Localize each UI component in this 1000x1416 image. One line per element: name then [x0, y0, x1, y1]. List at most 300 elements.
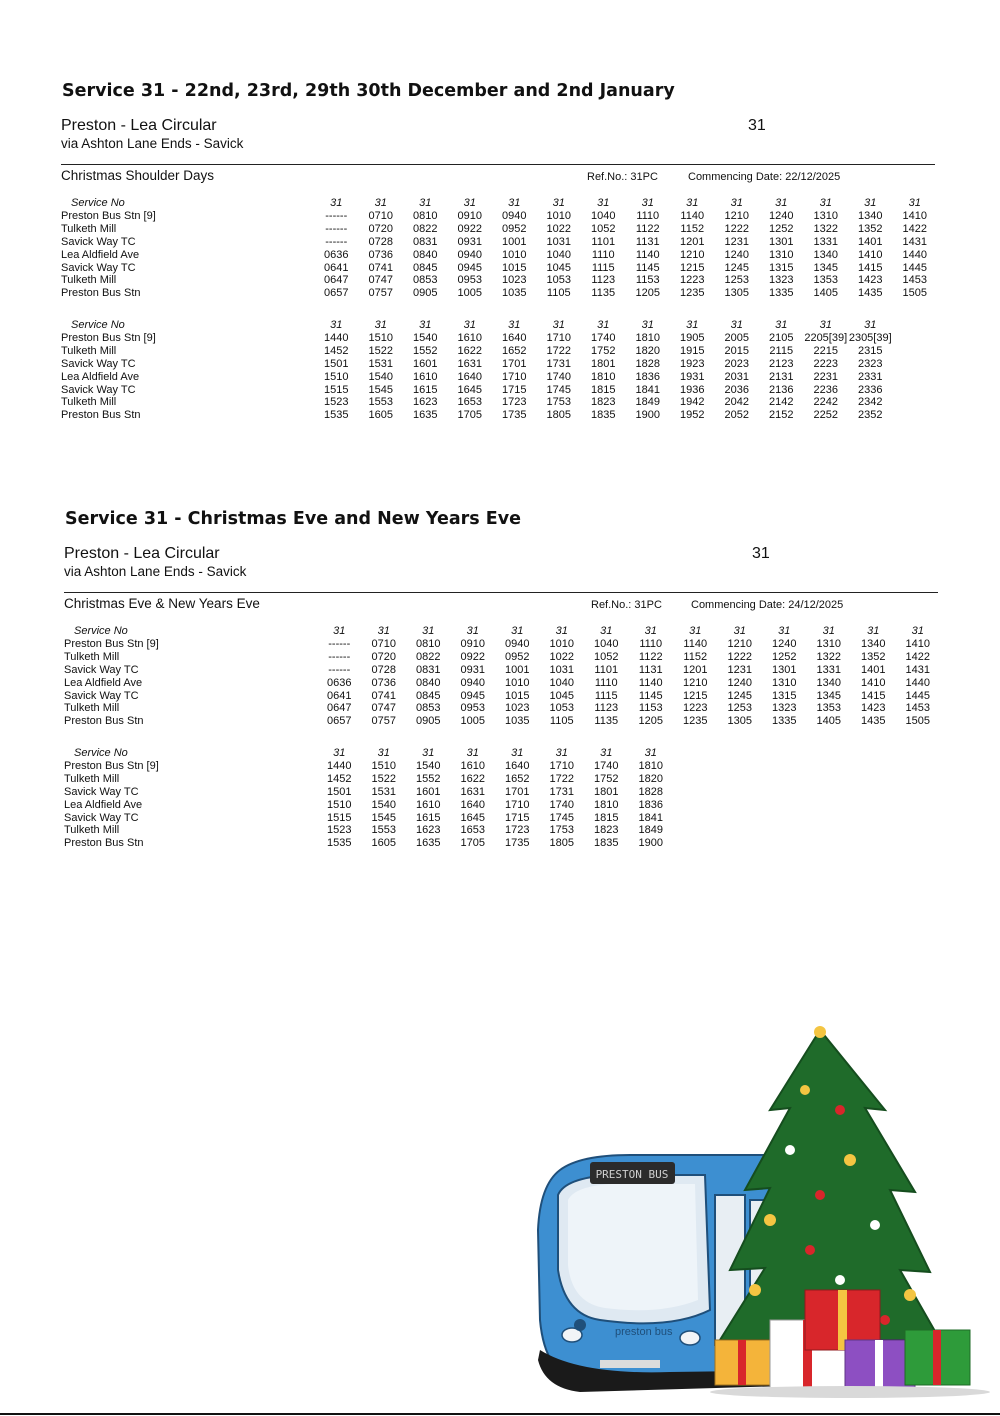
service-number-cell: 31: [600, 625, 613, 637]
timetable-row: [64, 677, 940, 690]
departure-time: 1245: [724, 261, 749, 274]
departure-time: 1610: [413, 370, 438, 383]
departure-time: 1849: [635, 396, 660, 409]
service-number-cell: 31: [511, 625, 524, 637]
departure-time: 2115: [769, 344, 794, 357]
bus-logo: preston bus: [615, 1326, 673, 1338]
departure-time: 1735: [505, 837, 530, 850]
timetable-row: [61, 249, 937, 262]
departure-time: 0905: [413, 287, 438, 300]
service-number-cell: 31: [555, 625, 568, 637]
departure-time: 1131: [638, 663, 663, 676]
timetable-row: [61, 396, 893, 409]
departure-time: 1345: [813, 261, 838, 274]
departure-time: 1810: [638, 759, 663, 772]
departure-time: 0647: [327, 702, 352, 715]
timetable-row: [61, 332, 893, 345]
departure-time: 1122: [635, 222, 660, 235]
departure-time: 1140: [680, 209, 705, 222]
departure-time: ------: [325, 209, 348, 222]
departure-time: 1153: [635, 274, 660, 287]
service-number-cell: 31: [644, 747, 657, 759]
departure-time: 2223: [813, 357, 838, 370]
service-number-cell: 31: [864, 319, 877, 331]
departure-time: 1210: [680, 248, 705, 261]
departure-time: 1435: [861, 715, 886, 728]
departure-time: 1501: [324, 357, 349, 370]
departure-time: 1553: [368, 396, 393, 409]
departure-time: 1123: [594, 702, 619, 715]
departure-time: 2005: [724, 331, 749, 344]
departure-time: 1820: [638, 772, 663, 785]
departure-time: 1710: [546, 331, 571, 344]
departure-time: 1815: [591, 383, 616, 396]
departure-time: 0940: [457, 248, 482, 261]
timetable-row: [61, 223, 937, 236]
departure-time: 1823: [594, 824, 619, 837]
service-number-cell: 31: [600, 747, 613, 759]
departure-time: 0922: [457, 222, 482, 235]
departure-time: 1715: [505, 811, 530, 824]
departure-time: 1836: [638, 798, 663, 811]
departure-time: 2052: [724, 409, 749, 422]
departure-time: 1923: [680, 357, 705, 370]
departure-time: 1610: [416, 798, 441, 811]
departure-time: 1445: [902, 261, 927, 274]
departure-time: 1652: [505, 772, 530, 785]
departure-time: 1622: [460, 772, 485, 785]
departure-time: ------: [328, 637, 351, 650]
departure-time: ------: [325, 235, 348, 248]
departure-time: 2336: [858, 383, 883, 396]
departure-time: 1040: [546, 248, 571, 261]
departure-time: 0720: [371, 650, 396, 663]
departure-time: 1010: [549, 637, 574, 650]
departure-time: 1040: [549, 676, 574, 689]
timetable-row: [64, 786, 673, 799]
section-title: Service 31 - Christmas Eve and New Years Eve: [65, 509, 522, 529]
departure-time: 1652: [502, 344, 527, 357]
stop-name: Savick Way TC: [64, 689, 139, 702]
departure-time: 1152: [680, 222, 705, 235]
departure-time: 1440: [905, 676, 930, 689]
service-number-cell: 31: [466, 747, 479, 759]
departure-time: 1701: [505, 785, 530, 798]
departure-time: 1740: [594, 759, 619, 772]
departure-time: 1610: [457, 331, 482, 344]
departure-time: 1540: [371, 798, 396, 811]
departure-time: 1820: [635, 344, 660, 357]
departure-time: 0940: [505, 637, 530, 650]
departure-time: 1610: [460, 759, 485, 772]
departure-time: 1345: [816, 689, 841, 702]
departure-time: 1936: [680, 383, 705, 396]
departure-time: 1740: [549, 798, 574, 811]
departure-time: 1023: [505, 702, 530, 715]
divider: [61, 164, 935, 165]
departure-time: 1553: [371, 824, 396, 837]
departure-time: 1010: [505, 676, 530, 689]
departure-time: 1540: [368, 370, 393, 383]
service-number-cell: 31: [644, 625, 657, 637]
departure-time: 1805: [549, 837, 574, 850]
departure-time: 0822: [413, 222, 438, 235]
departure-time: 1252: [769, 222, 794, 235]
departure-time: 1310: [816, 637, 841, 650]
service-number-cell: 31: [641, 197, 654, 209]
stop-name: Preston Bus Stn: [61, 409, 141, 422]
service-number-cell: 31: [330, 319, 343, 331]
departure-time: 0641: [324, 261, 349, 274]
departure-time: 0952: [502, 222, 527, 235]
timetable-row: [64, 760, 673, 773]
departure-time: 2015: [724, 344, 749, 357]
departure-time: 1722: [546, 344, 571, 357]
timetable-row: [61, 409, 893, 422]
departure-time: 1223: [680, 274, 705, 287]
departure-time: 1301: [769, 235, 794, 248]
departure-time: 1323: [772, 702, 797, 715]
departure-time: 0810: [416, 637, 441, 650]
departure-time: 1841: [638, 811, 663, 824]
stop-name: Savick Way TC: [61, 261, 136, 274]
stop-name: Savick Way TC: [61, 383, 136, 396]
divider: [64, 592, 938, 593]
departure-time: 1510: [324, 370, 349, 383]
departure-time: 1253: [727, 702, 752, 715]
departure-time: 1353: [816, 702, 841, 715]
departure-time: 0840: [413, 248, 438, 261]
departure-time: 2331: [858, 370, 883, 383]
departure-time: 1110: [636, 209, 660, 222]
service-number-cell: 31: [867, 625, 880, 637]
departure-time: 1301: [772, 663, 797, 676]
service-number-row: [64, 747, 673, 760]
service-number-cell: 31: [419, 319, 432, 331]
service-number-cell: 31: [730, 197, 743, 209]
service-number-cell: 31: [330, 197, 343, 209]
timetable-row: [64, 715, 940, 728]
departure-time: 1110: [591, 248, 615, 261]
service-no-label: Service No: [74, 747, 128, 759]
timetable-block: [61, 197, 937, 300]
departure-time: 1052: [591, 222, 616, 235]
departure-time: 2205[39]: [804, 331, 848, 344]
departure-time: 1623: [413, 396, 438, 409]
departure-time: 1305: [724, 287, 749, 300]
timetable-row: [64, 773, 673, 786]
stop-name: Preston Bus Stn: [64, 837, 144, 850]
commencing-date: Commencing Date: 22/12/2025: [688, 171, 841, 183]
reference-number: Ref.No.: 31PC: [591, 599, 662, 611]
departure-time: 1705: [460, 837, 485, 850]
departure-time: 1210: [727, 637, 752, 650]
departure-time: 1352: [858, 222, 883, 235]
departure-time: 1315: [769, 261, 794, 274]
departure-time: 1631: [460, 785, 485, 798]
departure-time: 1510: [368, 331, 393, 344]
departure-time: 0747: [371, 702, 396, 715]
timetable-row: [61, 384, 893, 397]
departure-time: 1423: [861, 702, 886, 715]
departure-time: 1631: [457, 357, 482, 370]
departure-time: 1153: [638, 702, 663, 715]
departure-time: 1841: [635, 383, 660, 396]
departure-time: 1101: [594, 663, 619, 676]
departure-time: 1531: [368, 357, 393, 370]
departure-time: 1223: [683, 702, 708, 715]
departure-time: 1240: [769, 209, 794, 222]
departure-time: 2352: [858, 409, 883, 422]
stop-name: Savick Way TC: [61, 235, 136, 248]
departure-time: 2315: [858, 344, 883, 357]
service-number-cell: 31: [422, 625, 435, 637]
service-no-label: Service No: [71, 197, 125, 209]
departure-time: 1240: [727, 676, 752, 689]
departure-time: 2031: [724, 370, 749, 383]
departure-time: 0953: [460, 702, 485, 715]
departure-time: 1801: [591, 357, 616, 370]
departure-time: 1415: [858, 261, 883, 274]
departure-time: 0905: [416, 715, 441, 728]
service-number-cell: 31: [377, 625, 390, 637]
departure-time: 1335: [769, 287, 794, 300]
departure-time: 1431: [902, 235, 927, 248]
departure-time: 1823: [591, 396, 616, 409]
timetable-row: [61, 371, 893, 384]
departure-time: 1900: [638, 837, 663, 850]
departure-time: 1653: [460, 824, 485, 837]
departure-time: 1523: [324, 396, 349, 409]
service-number-cell: 31: [597, 319, 610, 331]
service-number-cell: 31: [864, 197, 877, 209]
service-no-label: Service No: [71, 319, 125, 331]
bottom-divider: [0, 1413, 1000, 1415]
departure-time: 1022: [549, 650, 574, 663]
departure-time: 1415: [861, 689, 886, 702]
day-type: Christmas Shoulder Days: [61, 168, 215, 183]
departure-time: 1815: [594, 811, 619, 824]
departure-time: 1440: [327, 759, 352, 772]
departure-time: 1422: [905, 650, 930, 663]
timetable-row: [64, 690, 940, 703]
departure-time: 1645: [460, 811, 485, 824]
service-number-cell: 31: [422, 747, 435, 759]
commencing-date: Commencing Date: 24/12/2025: [691, 599, 844, 611]
departure-time: 1131: [635, 235, 660, 248]
departure-time: 1440: [902, 248, 927, 261]
timetable-row: [64, 651, 940, 664]
timetable-row: [61, 236, 937, 249]
departure-time: 1322: [813, 222, 838, 235]
departure-time: 1340: [813, 248, 838, 261]
service-number-cell: 31: [689, 625, 702, 637]
departure-time: 0840: [416, 676, 441, 689]
route-name: Preston - Lea Circular: [64, 545, 220, 562]
departure-time: 0710: [371, 637, 396, 650]
departure-time: 1305: [727, 715, 752, 728]
departure-time: 1705: [457, 409, 482, 422]
departure-time: 0757: [371, 715, 396, 728]
departure-time: 0810: [413, 209, 438, 222]
departure-time: 1753: [549, 824, 574, 837]
service-number: 31: [748, 117, 766, 134]
day-type: Christmas Eve & New Years Eve: [64, 596, 260, 611]
departure-time: 0741: [371, 689, 396, 702]
stop-name: Lea Aldfield Ave: [64, 676, 143, 689]
departure-time: 0736: [371, 676, 396, 689]
stop-name: Preston Bus Stn [9]: [61, 209, 156, 222]
departure-time: 1053: [546, 274, 571, 287]
reference-number: Ref.No.: 31PC: [587, 171, 658, 183]
departure-time: 1522: [368, 344, 393, 357]
departure-time: 1201: [680, 235, 705, 248]
departure-time: 1623: [416, 824, 441, 837]
departure-time: 1252: [772, 650, 797, 663]
departure-time: 0641: [327, 689, 352, 702]
departure-time: 1410: [905, 637, 930, 650]
departure-time: 1740: [591, 331, 616, 344]
departure-time: 1110: [639, 637, 663, 650]
stop-name: Lea Aldfield Ave: [61, 248, 140, 261]
departure-time: 1723: [505, 824, 530, 837]
departure-time: 1010: [502, 248, 527, 261]
departure-time: ------: [328, 650, 351, 663]
service-number-cell: 31: [778, 625, 791, 637]
departure-time: 1052: [594, 650, 619, 663]
departure-time: 1431: [905, 663, 930, 676]
departure-time: 2342: [858, 396, 883, 409]
stop-name: Tulketh Mill: [64, 824, 120, 837]
departure-time: 1310: [769, 248, 794, 261]
departure-time: 1931: [680, 370, 705, 383]
service-number-row: [64, 625, 940, 638]
timetable-row: [61, 345, 893, 358]
departure-time: 1001: [505, 663, 530, 676]
stop-name: Preston Bus Stn: [64, 715, 144, 728]
departure-time: 0636: [324, 248, 349, 261]
departure-time: 1900: [635, 409, 660, 422]
departure-time: 1722: [549, 772, 574, 785]
departure-time: 0922: [460, 650, 485, 663]
departure-time: 1915: [680, 344, 705, 357]
departure-time: 1453: [902, 274, 927, 287]
departure-time: 1805: [546, 409, 571, 422]
departure-time: 1753: [546, 396, 571, 409]
section-title: Service 31 - 22nd, 23rd, 29th 30th December and 2nd January: [62, 81, 675, 101]
departure-time: 1222: [727, 650, 752, 663]
departure-time: 1101: [591, 235, 616, 248]
departure-time: 1515: [327, 811, 352, 824]
departure-time: 1531: [371, 785, 396, 798]
departure-time: 0845: [413, 261, 438, 274]
departure-time: 1422: [902, 222, 927, 235]
departure-time: 1905: [680, 331, 705, 344]
departure-time: 1105: [546, 287, 571, 300]
departure-time: 1010: [546, 209, 571, 222]
timetable-row: [61, 287, 937, 300]
route-via: via Ashton Lane Ends - Savick: [61, 136, 244, 151]
departure-time: 1210: [683, 676, 708, 689]
departure-time: 1352: [861, 650, 886, 663]
departure-time: 1335: [772, 715, 797, 728]
departure-time: 1440: [324, 331, 349, 344]
stop-name: Savick Way TC: [64, 811, 139, 824]
departure-time: 1145: [635, 261, 660, 274]
departure-time: 1635: [413, 409, 438, 422]
departure-time: 1231: [727, 663, 752, 676]
service-number-cell: 31: [511, 747, 524, 759]
departure-time: 1601: [416, 785, 441, 798]
departure-time: 1035: [505, 715, 530, 728]
departure-time: 1040: [594, 637, 619, 650]
departure-time: 1731: [549, 785, 574, 798]
stop-name: Tulketh Mill: [61, 274, 117, 287]
stop-name: Preston Bus Stn [9]: [64, 759, 159, 772]
departure-time: 1140: [638, 676, 663, 689]
departure-time: 1510: [371, 759, 396, 772]
departure-time: 2123: [769, 357, 794, 370]
departure-time: 1005: [457, 287, 482, 300]
service-number-cell: 31: [730, 319, 743, 331]
departure-time: 1510: [327, 798, 352, 811]
stop-name: Preston Bus Stn: [61, 287, 141, 300]
departure-time: 1545: [371, 811, 396, 824]
departure-time: 1123: [591, 274, 616, 287]
stop-name: Preston Bus Stn [9]: [64, 637, 159, 650]
departure-time: 1810: [635, 331, 660, 344]
departure-time: 0952: [505, 650, 530, 663]
departure-time: 1245: [727, 689, 752, 702]
stop-name: Savick Way TC: [64, 663, 139, 676]
service-number-cell: 31: [819, 319, 832, 331]
bus-christmas-tree-illustration: [520, 1020, 990, 1410]
departure-time: 1740: [546, 370, 571, 383]
departure-time: 1715: [502, 383, 527, 396]
service-number-cell: 31: [508, 319, 521, 331]
departure-time: 2042: [724, 396, 749, 409]
departure-time: 1505: [905, 715, 930, 728]
departure-time: 1552: [416, 772, 441, 785]
departure-time: 1452: [327, 772, 352, 785]
departure-time: 1310: [813, 209, 838, 222]
departure-time: 1801: [594, 785, 619, 798]
stop-name: Savick Way TC: [64, 785, 139, 798]
departure-time: 1240: [772, 637, 797, 650]
departure-time: 1640: [505, 759, 530, 772]
departure-time: 1015: [505, 689, 530, 702]
departure-time: 1022: [546, 222, 571, 235]
stop-name: Lea Aldfield Ave: [64, 798, 143, 811]
service-number-cell: 31: [733, 625, 746, 637]
departure-time: 1145: [638, 689, 663, 702]
departure-time: 1031: [546, 235, 571, 248]
departure-time: 2215: [813, 344, 838, 357]
departure-time: 1710: [502, 370, 527, 383]
departure-time: 0910: [457, 209, 482, 222]
service-number-cell: 31: [466, 625, 479, 637]
departure-time: 1605: [371, 837, 396, 850]
departure-time: 1053: [549, 702, 574, 715]
departure-time: 2136: [769, 383, 794, 396]
service-number-cell: 31: [819, 197, 832, 209]
departure-time: 1215: [683, 689, 708, 702]
stop-name: Preston Bus Stn [9]: [61, 331, 156, 344]
departure-time: 1540: [416, 759, 441, 772]
timetable-block: [61, 319, 893, 422]
departure-time: 1331: [816, 663, 841, 676]
departure-time: 1810: [594, 798, 619, 811]
